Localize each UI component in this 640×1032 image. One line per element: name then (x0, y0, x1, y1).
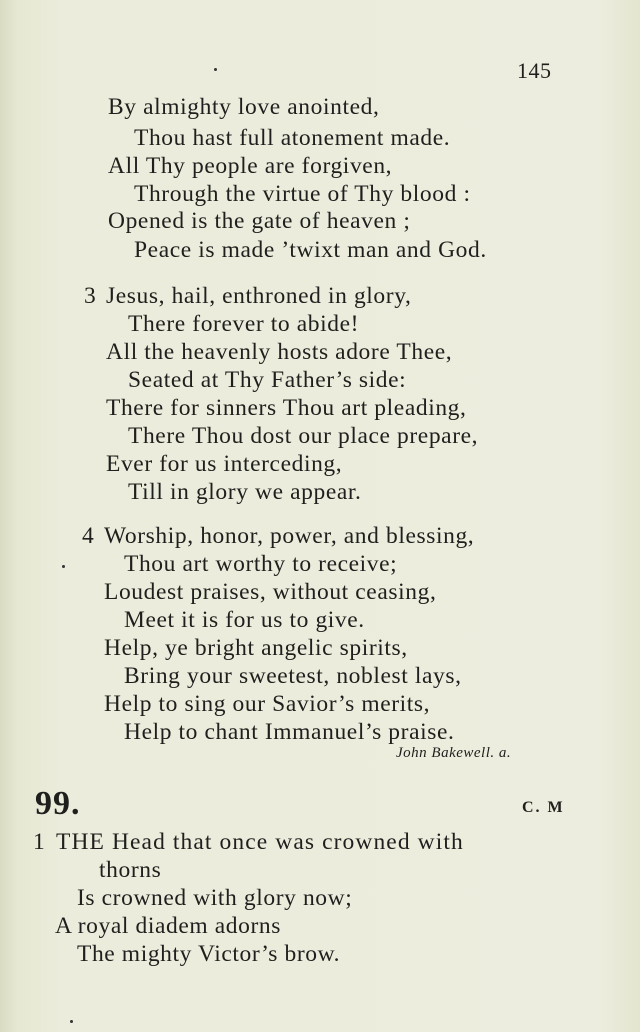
verse-line: A royal diadem adorns (55, 913, 282, 939)
ink-speck (214, 68, 217, 71)
verse-line: Worship, honor, power, and blessing, (104, 523, 475, 549)
verse-line: Jesus, hail, enthroned in glory, (106, 283, 412, 309)
verse-line: Ever for us interceding, (106, 451, 343, 477)
verse-line: Meet it is for us to give. (124, 607, 365, 633)
verse-line: There forever to abide! (128, 311, 360, 337)
verse-line: There Thou dost our place prepare, (128, 423, 479, 449)
verse-line: All the heavenly hosts adore Thee, (106, 339, 453, 365)
verse-line: Thou hast full atonement made. (134, 125, 451, 151)
verse-line: Till in glory we appear. (128, 479, 362, 505)
hymn-meter: C. M (522, 799, 565, 816)
verse-line: Help to sing our Savior’s merits, (104, 691, 431, 717)
verse-line: By almighty love anointed, (108, 94, 380, 120)
verse-line: THE Head that once was crowned with (56, 829, 464, 855)
verse-line: Through the virtue of Thy blood : (134, 181, 471, 207)
verse-line: Opened is the gate of heaven ; (108, 208, 411, 234)
verse-line: thorns (99, 857, 162, 883)
verse-line: Help to chant Immanuel’s praise. (124, 719, 455, 745)
author-attribution: John Bakewell. a. (396, 745, 512, 761)
verse-line: There for sinners Thou art pleading, (106, 395, 467, 421)
verse-line: The mighty Victor’s brow. (77, 941, 341, 967)
verse-line: Is crowned with glory now; (77, 885, 353, 911)
page-number: 145 (517, 58, 552, 83)
verse-line: Help, ye bright angelic spirits, (104, 635, 408, 661)
verse-line: Peace is made ’twixt man and God. (134, 237, 487, 263)
stanza-number: 4 (82, 523, 94, 549)
verse-line: Bring your sweetest, noblest lays, (124, 663, 462, 689)
ink-speck (62, 565, 65, 568)
verse-line: Loudest praises, without ceasing, (104, 579, 437, 605)
stanza-number: 3 (84, 283, 96, 309)
stanza-number: 1 (33, 829, 45, 855)
hymn-number: 99. (35, 785, 81, 822)
ink-speck (70, 1020, 73, 1023)
verse-line: All Thy people are forgiven, (108, 153, 393, 179)
verse-line: Thou art worthy to receive; (124, 551, 398, 577)
verse-line: Seated at Thy Father’s side: (128, 367, 407, 393)
